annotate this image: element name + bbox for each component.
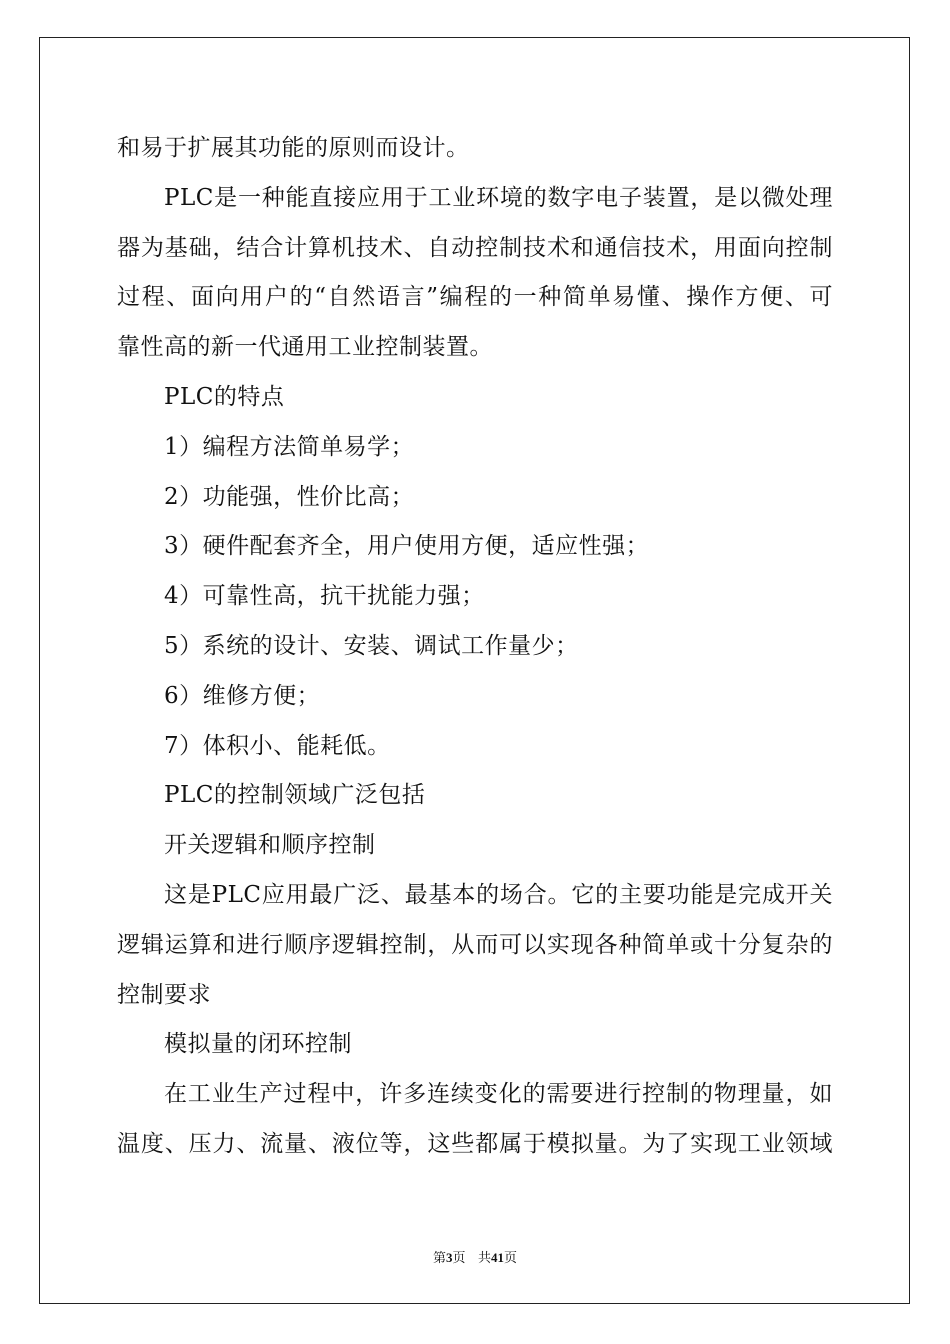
total-pages: 41 xyxy=(490,1250,504,1265)
list-item: 3）硬件配套齐全，用户使用方便，适应性强； xyxy=(164,533,650,560)
subsection-heading: 模拟量的闭环控制 xyxy=(164,1031,352,1058)
page-number: 3 xyxy=(446,1250,453,1265)
page-suffix: 页 xyxy=(452,1251,466,1266)
total-prefix: 共 xyxy=(477,1251,491,1266)
total-suffix: 页 xyxy=(503,1251,517,1266)
paragraph-line: 过程、面向用户的“自然语言”编程的一种简单易懂、操作方便、可 xyxy=(117,284,833,311)
subsection-heading: 开关逻辑和顺序控制 xyxy=(164,832,376,859)
paragraph-line: 这是PLC应用最广泛、最基本的场合。它的主要功能是完成开关 xyxy=(164,881,833,908)
document-body xyxy=(117,128,833,1174)
paragraph-line: 靠性高的新一代通用工业控制装置。 xyxy=(117,334,493,361)
page-footer xyxy=(0,1247,950,1266)
paragraph-line: 和易于扩展其功能的原则而设计。 xyxy=(117,135,470,161)
list-item: 6）维修方便； xyxy=(164,682,321,709)
list-item: 7）体积小、能耗低。 xyxy=(164,732,391,759)
section-heading: PLC的特点 xyxy=(164,383,285,410)
paragraph-line: 控制要求 xyxy=(117,981,211,1008)
paragraph-line: 在工业生产过程中，许多连续变化的需要进行控制的物理量，如 xyxy=(164,1081,833,1108)
list-item: 5）系统的设计、安装、调试工作量少； xyxy=(164,632,579,659)
paragraph-line: PLC是一种能直接应用于工业环境的数字电子装置，是以微处理 xyxy=(164,184,833,211)
paragraph-line: 器为基础，结合计算机技术、自动控制技术和通信技术，用面向控制 xyxy=(117,234,833,261)
page-prefix: 第 xyxy=(433,1251,447,1266)
list-item: 4）可靠性高，抗干扰能力强； xyxy=(164,583,485,610)
list-item: 1）编程方法简单易学； xyxy=(164,433,415,460)
paragraph-line: 温度、压力、流量、液位等，这些都属于模拟量。为了实现工业领域 xyxy=(117,1130,833,1157)
section-heading: PLC的控制领域广泛包括 xyxy=(164,782,426,809)
list-item: 2）功能强，性价比高； xyxy=(164,483,415,510)
paragraph-line: 逻辑运算和进行顺序逻辑控制，从而可以实现各种简单或十分复杂的 xyxy=(117,931,833,958)
